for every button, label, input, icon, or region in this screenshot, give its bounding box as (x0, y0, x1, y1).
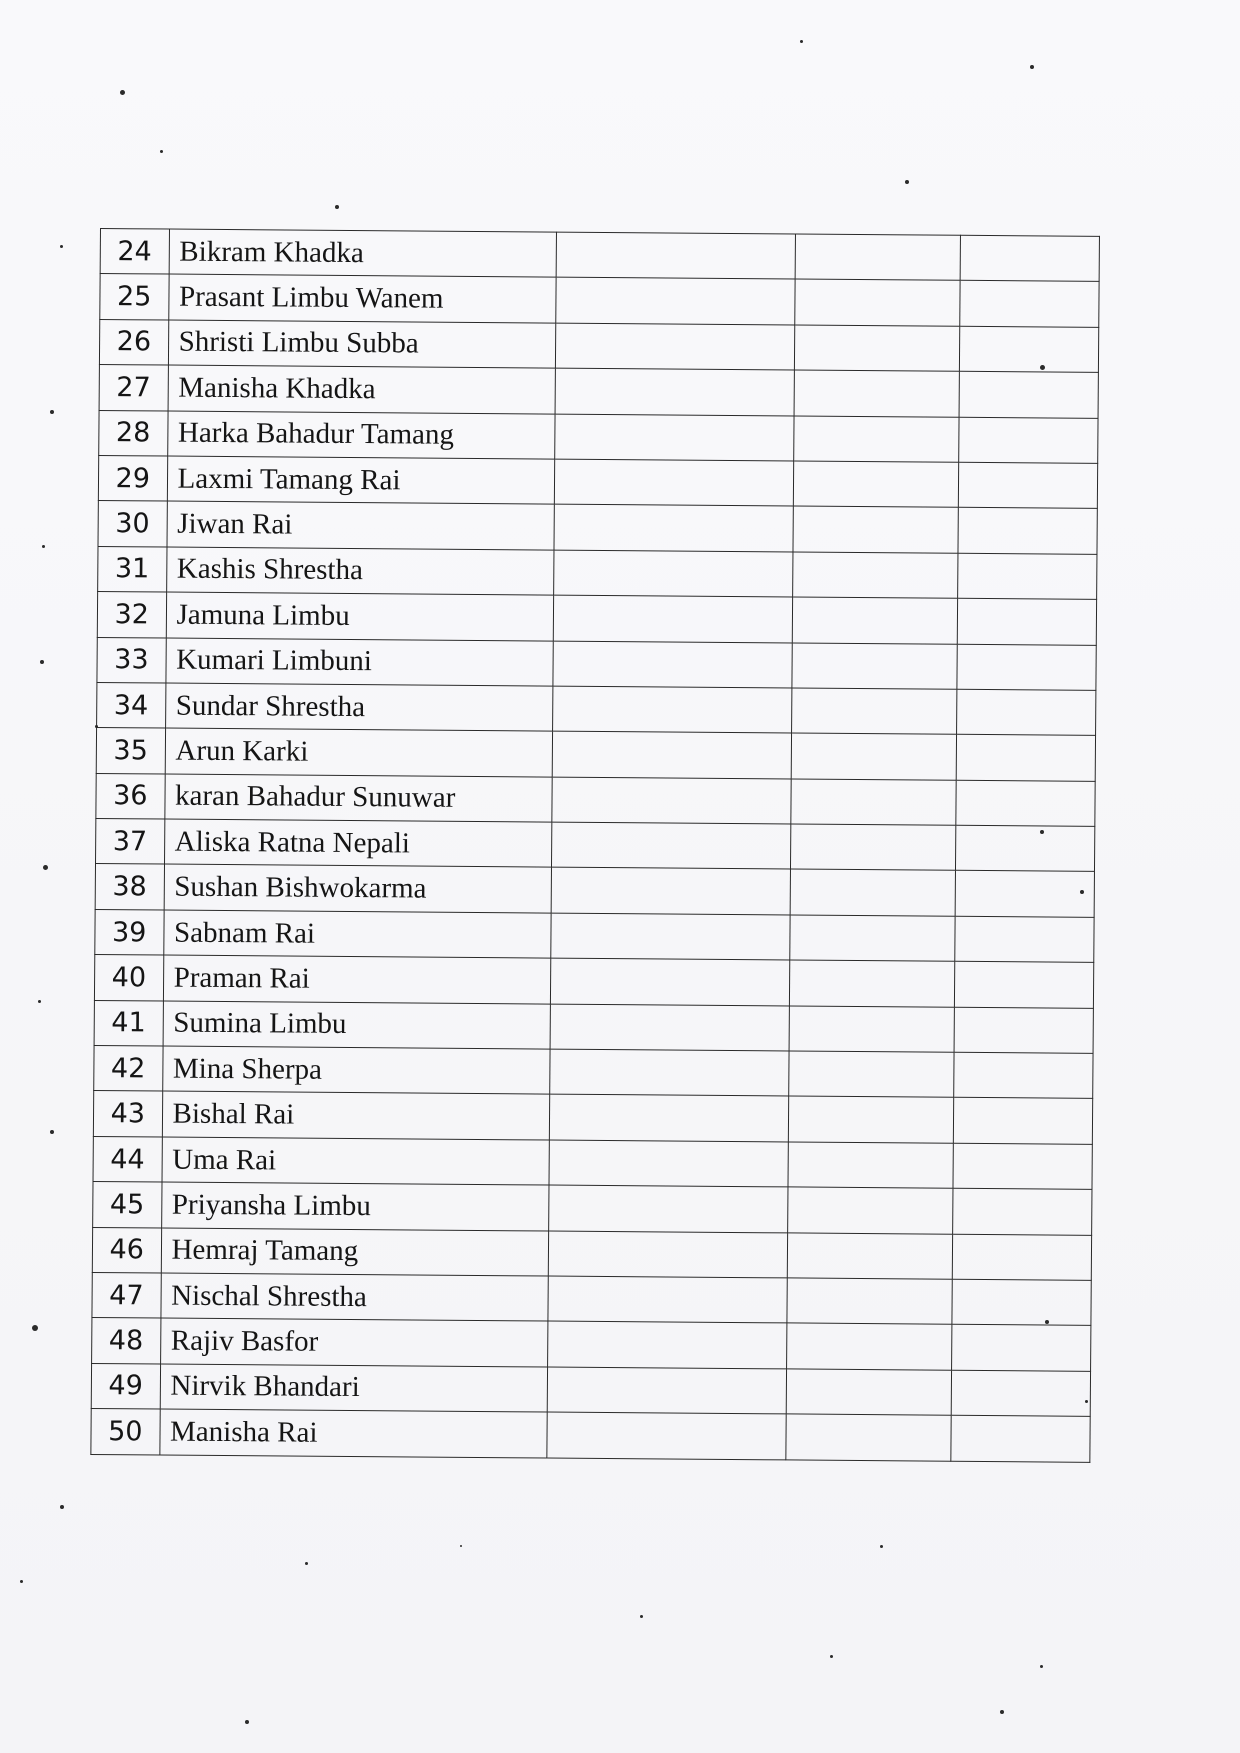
row-number: 50 (91, 1409, 160, 1455)
table-row (92, 1272, 1091, 1325)
row-number: 44 (93, 1136, 162, 1182)
blank-cell-1 (548, 1276, 787, 1323)
student-name: Nirvik Bhandari (160, 1364, 547, 1412)
student-name: Harka Bahadur Tamang (167, 411, 554, 459)
blank-cell-3 (959, 417, 1098, 463)
student-name: Bikram Khadka (169, 229, 556, 277)
blank-cell-3 (959, 371, 1098, 417)
blank-cell-2 (788, 1142, 954, 1189)
student-name: Kashis Shrestha (166, 547, 553, 595)
row-number: 35 (96, 728, 165, 774)
row-number: 41 (94, 1000, 163, 1046)
student-name: Aliska Ratna Nepali (164, 819, 551, 867)
table-row (100, 229, 1099, 282)
row-number: 46 (92, 1227, 161, 1273)
speck (60, 245, 63, 248)
blank-cell-2 (792, 597, 958, 644)
blank-cell-1 (551, 868, 790, 915)
blank-cell-1 (553, 595, 792, 642)
blank-cell-1 (551, 777, 790, 824)
speck (830, 1655, 833, 1658)
blank-cell-3 (958, 462, 1097, 508)
table-row (99, 319, 1098, 372)
table-row (95, 864, 1094, 917)
table-row (96, 728, 1095, 781)
table-row (94, 1000, 1093, 1053)
row-number: 48 (92, 1318, 161, 1364)
row-number: 31 (98, 546, 167, 592)
row-number: 34 (97, 682, 166, 728)
blank-cell-2 (787, 1187, 953, 1234)
blank-cell-1 (554, 459, 793, 506)
blank-cell-3 (960, 281, 1099, 327)
blank-cell-2 (788, 1096, 954, 1143)
blank-cell-2 (787, 1233, 953, 1280)
blank-cell-1 (546, 1412, 785, 1459)
student-name: Manisha Khadka (168, 365, 555, 413)
student-name: Jamuna Limbu (166, 592, 553, 640)
row-number: 39 (95, 909, 164, 955)
speck (43, 865, 48, 870)
blank-cell-1 (552, 731, 791, 778)
speck (42, 545, 45, 548)
student-name: Manisha Rai (159, 1409, 546, 1457)
blank-cell-2 (791, 733, 957, 780)
blank-cell-3 (960, 235, 1099, 281)
table-body (91, 229, 1100, 1462)
student-name: Bishal Rai (162, 1091, 549, 1139)
student-name: Arun Karki (165, 728, 552, 776)
speck (50, 1130, 54, 1134)
blank-cell-2 (791, 688, 957, 735)
row-number: 30 (98, 501, 167, 547)
row-number: 49 (91, 1363, 160, 1409)
table-row (97, 682, 1096, 735)
table-row (95, 909, 1094, 962)
blank-cell-2 (789, 960, 955, 1007)
row-number: 27 (99, 365, 168, 411)
student-name: Kumari Limbuni (165, 638, 552, 686)
blank-cell-2 (789, 1006, 955, 1053)
blank-cell-3 (956, 780, 1095, 826)
row-number: 36 (96, 773, 165, 819)
student-name: Nischal Shrestha (160, 1273, 547, 1321)
blank-cell-2 (786, 1369, 952, 1416)
blank-cell-3 (952, 1188, 1091, 1234)
student-name: Uma Rai (162, 1137, 549, 1185)
blank-cell-2 (785, 1414, 951, 1461)
blank-cell-1 (549, 1140, 788, 1187)
blank-cell-2 (788, 1051, 954, 1098)
student-name: Mina Sherpa (162, 1046, 549, 1094)
speck (245, 1720, 249, 1724)
blank-cell-3 (955, 916, 1094, 962)
blank-cell-3 (957, 644, 1096, 690)
table-row (99, 410, 1098, 463)
table-row (91, 1409, 1090, 1462)
row-number: 43 (93, 1091, 162, 1137)
blank-cell-2 (795, 234, 961, 281)
student-name: Sushan Bishwokarma (164, 864, 551, 912)
blank-cell-3 (951, 1325, 1090, 1371)
speck (60, 1505, 64, 1509)
blank-cell-3 (955, 825, 1094, 871)
blank-cell-1 (556, 232, 795, 279)
row-number: 45 (93, 1182, 162, 1228)
blank-cell-3 (953, 1143, 1092, 1189)
speck (160, 150, 163, 153)
blank-cell-2 (794, 370, 960, 417)
speck (20, 1580, 23, 1583)
blank-cell-1 (553, 641, 792, 688)
speck (1030, 65, 1034, 69)
blank-cell-3 (954, 1007, 1093, 1053)
row-number: 38 (95, 864, 164, 910)
speck (1000, 1710, 1004, 1714)
speck (38, 1000, 41, 1003)
speck (120, 90, 125, 95)
blank-cell-2 (793, 461, 959, 508)
row-number: 47 (92, 1272, 161, 1318)
blank-cell-2 (789, 915, 955, 962)
blank-cell-1 (552, 686, 791, 733)
blank-cell-1 (548, 1231, 787, 1278)
blank-cell-2 (790, 869, 956, 916)
student-name: Hemraj Tamang (161, 1228, 548, 1276)
speck (640, 1615, 643, 1618)
table-row (97, 592, 1096, 645)
speck (32, 1325, 38, 1331)
blank-cell-3 (956, 735, 1095, 781)
blank-cell-2 (794, 279, 960, 326)
blank-cell-1 (547, 1321, 786, 1368)
blank-cell-2 (790, 779, 956, 826)
blank-cell-2 (793, 416, 959, 463)
student-name: Praman Rai (163, 955, 550, 1003)
blank-cell-3 (959, 326, 1098, 372)
speck (40, 660, 44, 664)
blank-cell-3 (957, 553, 1096, 599)
row-number: 26 (99, 319, 168, 365)
blank-cell-2 (786, 1278, 952, 1325)
table-row (93, 1182, 1092, 1235)
speck (305, 1562, 308, 1565)
speck (460, 1545, 462, 1547)
row-number: 40 (94, 955, 163, 1001)
row-number: 37 (96, 819, 165, 865)
blank-cell-3 (954, 1052, 1093, 1098)
row-number: 29 (98, 455, 167, 501)
speck (335, 205, 339, 209)
student-name: Sumina Limbu (163, 1001, 550, 1049)
blank-cell-1 (549, 1094, 788, 1141)
speck (50, 410, 54, 414)
blank-cell-3 (952, 1234, 1091, 1280)
blank-cell-3 (957, 598, 1096, 644)
speck (905, 180, 909, 184)
table-row (98, 501, 1097, 554)
student-name: Jiwan Rai (167, 501, 554, 549)
blank-cell-3 (958, 508, 1097, 554)
table-row (93, 1136, 1092, 1189)
blank-cell-1 (554, 504, 793, 551)
student-name: Priyansha Limbu (161, 1182, 548, 1230)
row-number: 28 (99, 410, 168, 456)
row-number: 42 (94, 1046, 163, 1092)
blank-cell-3 (953, 1098, 1092, 1144)
blank-cell-1 (554, 414, 793, 461)
row-number: 25 (100, 274, 169, 320)
table-row (94, 1046, 1093, 1099)
blank-cell-1 (547, 1367, 786, 1414)
speck (800, 40, 803, 43)
blank-cell-1 (550, 958, 789, 1005)
row-number: 33 (97, 637, 166, 683)
student-name: Shristi Limbu Subba (168, 320, 555, 368)
blank-cell-3 (955, 871, 1094, 917)
blank-cell-1 (555, 323, 794, 370)
table-row (99, 365, 1098, 418)
table-row (93, 1091, 1092, 1144)
student-name: Sundar Shrestha (165, 683, 552, 731)
blank-cell-2 (790, 824, 956, 871)
blank-cell-1 (551, 822, 790, 869)
blank-cell-3 (954, 961, 1093, 1007)
row-number: 24 (100, 229, 169, 275)
blank-cell-1 (553, 550, 792, 597)
table-row (92, 1227, 1091, 1280)
blank-cell-2 (791, 642, 957, 689)
student-name: Sabnam Rai (163, 910, 550, 958)
blank-cell-3 (952, 1279, 1091, 1325)
blank-cell-1 (550, 1004, 789, 1051)
blank-cell-2 (792, 552, 958, 599)
speck (1040, 1665, 1043, 1668)
table-row (98, 546, 1097, 599)
table-row (94, 955, 1093, 1008)
blank-cell-3 (951, 1370, 1090, 1416)
student-name: karan Bahadur Sunuwar (164, 774, 551, 822)
blank-cell-1 (555, 277, 794, 324)
blank-cell-3 (951, 1415, 1090, 1461)
blank-cell-2 (794, 325, 960, 372)
student-name: Laxmi Tamang Rai (167, 456, 554, 504)
table-row (96, 819, 1095, 872)
blank-cell-1 (549, 1049, 788, 1096)
blank-cell-1 (550, 913, 789, 960)
table-row (100, 274, 1099, 327)
row-number: 32 (97, 592, 166, 638)
table-row (92, 1318, 1091, 1371)
blank-cell-1 (555, 368, 794, 415)
table-row (98, 455, 1097, 508)
table-row (97, 637, 1096, 690)
blank-cell-3 (956, 689, 1095, 735)
name-list-table (90, 228, 1100, 1462)
table-row (91, 1363, 1090, 1416)
speck (880, 1545, 883, 1548)
blank-cell-2 (793, 506, 959, 553)
blank-cell-1 (548, 1185, 787, 1232)
student-name: Prasant Limbu Wanem (168, 274, 555, 322)
blank-cell-2 (786, 1323, 952, 1370)
table-row (96, 773, 1095, 826)
student-name: Rajiv Basfor (160, 1318, 547, 1366)
